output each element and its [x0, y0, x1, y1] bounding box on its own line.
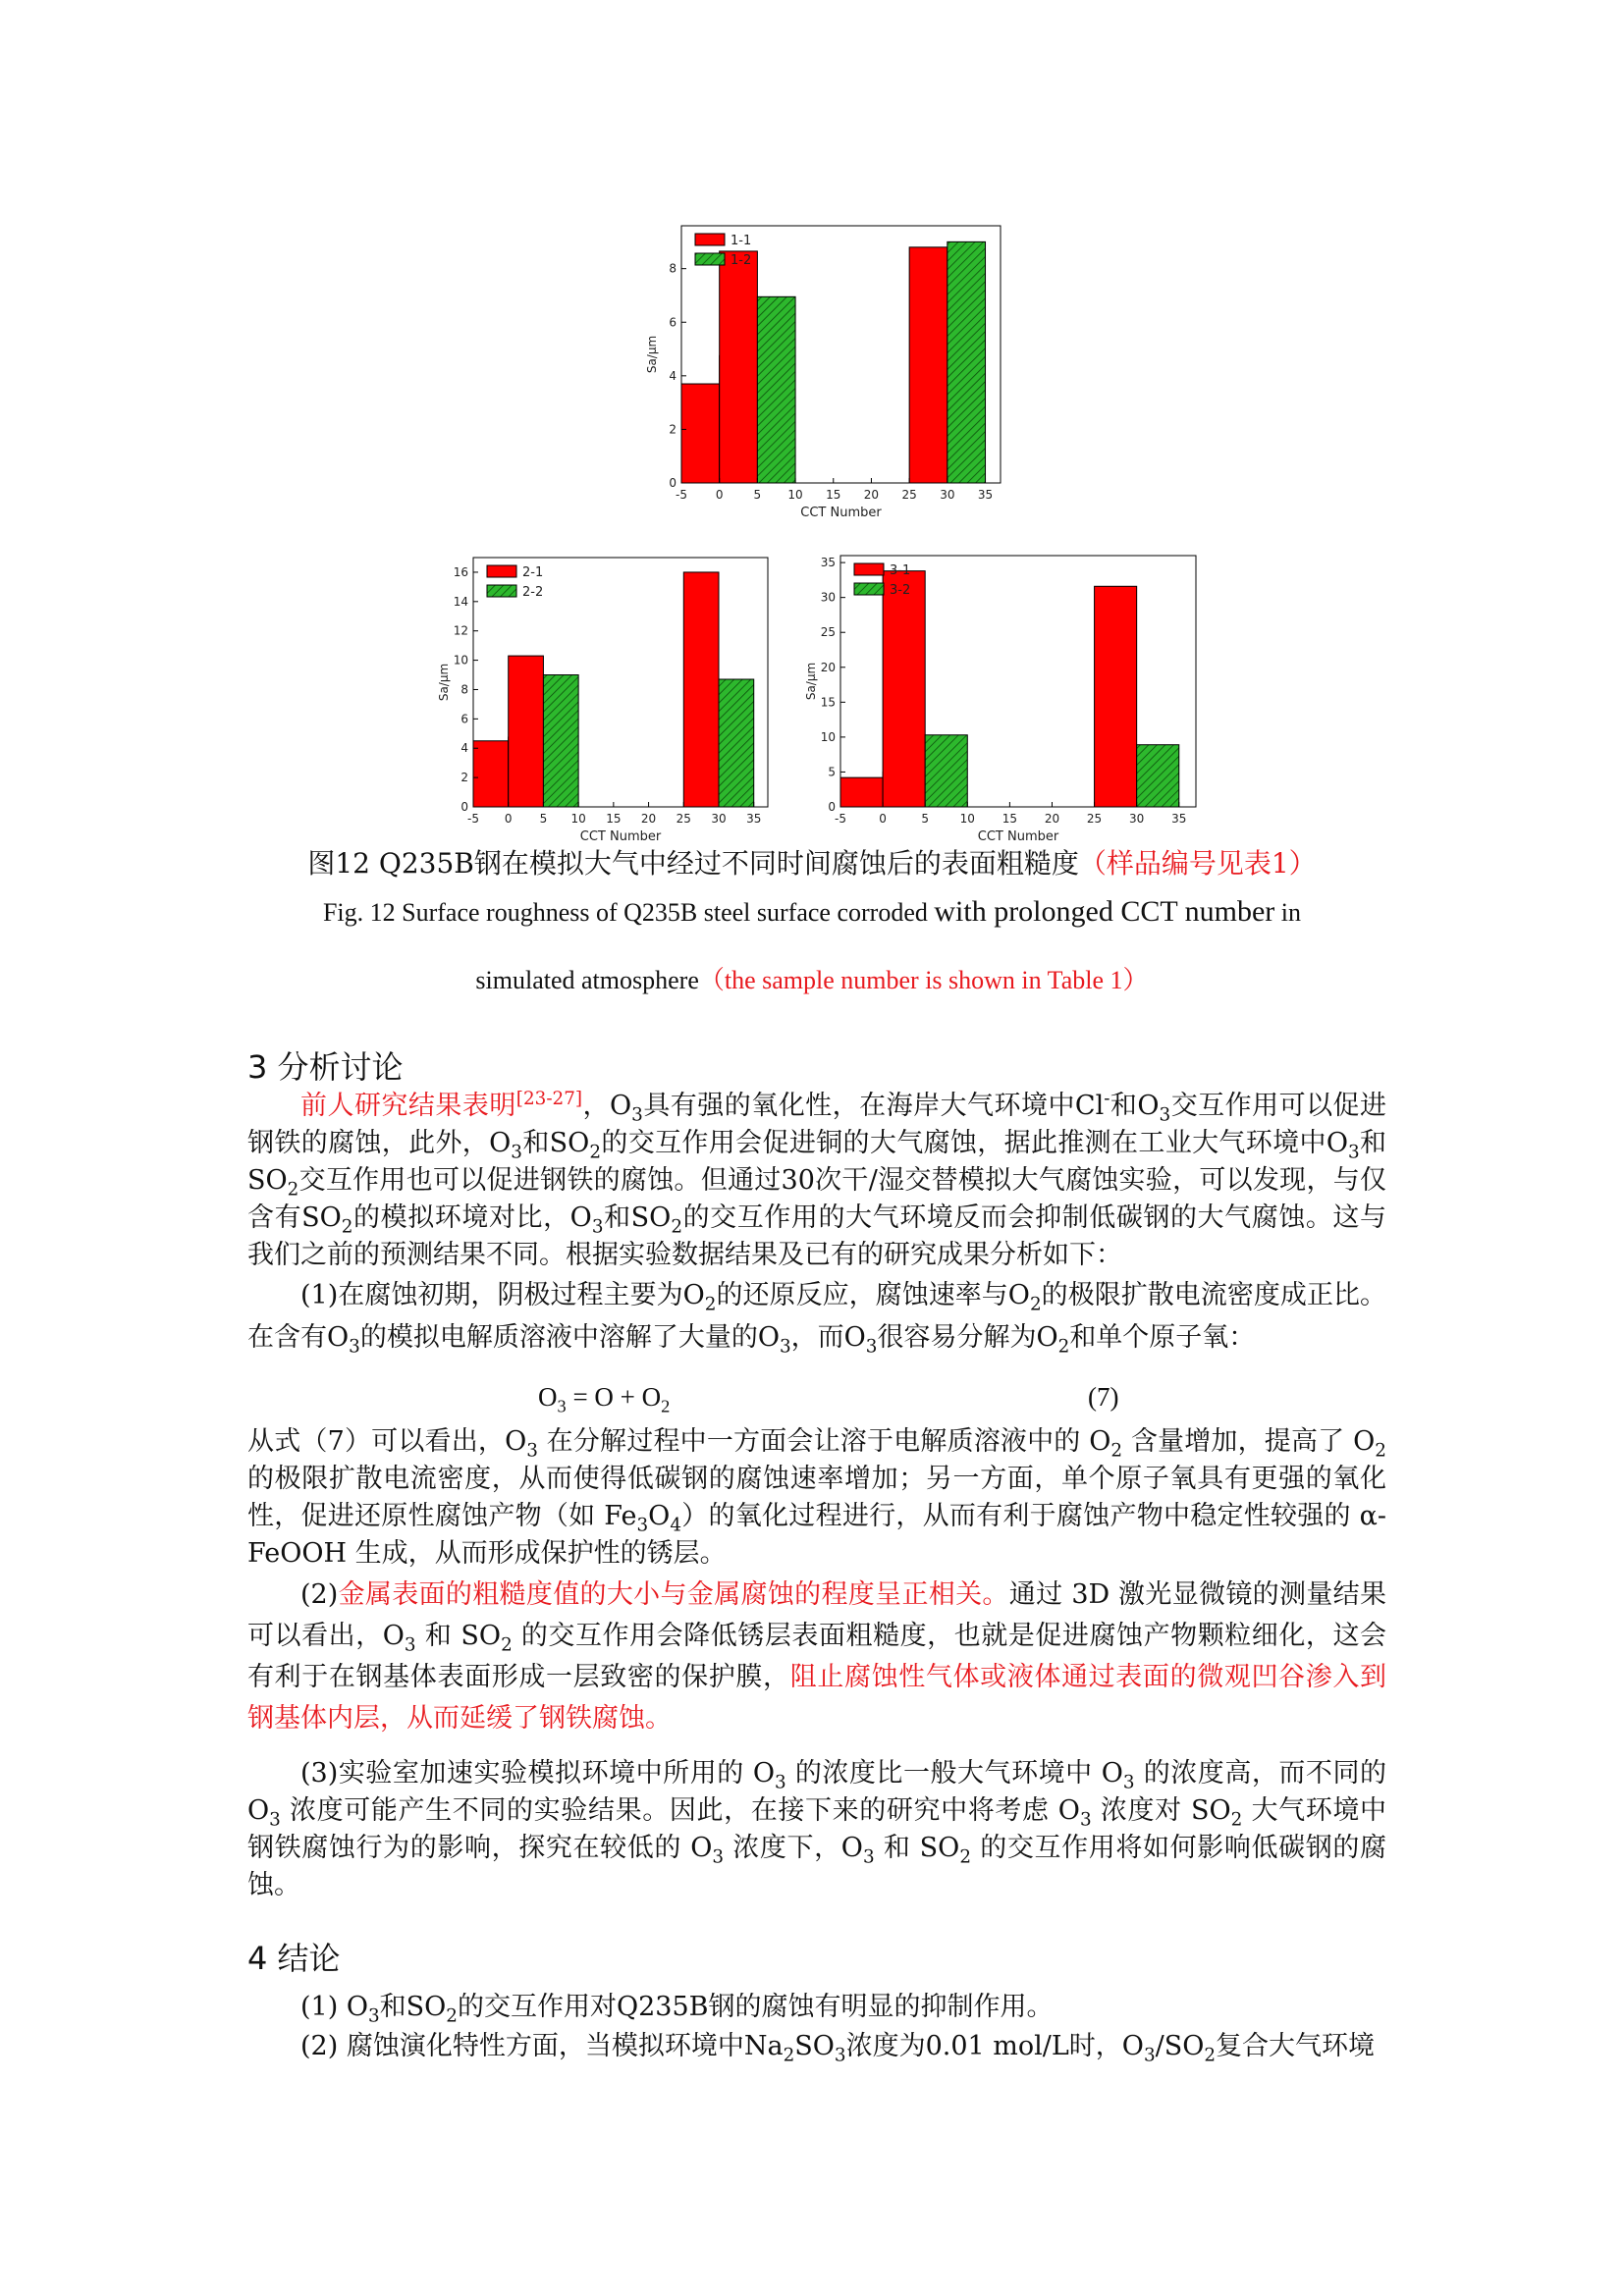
x-tick-label: 20: [1044, 812, 1060, 826]
discussion-paragraph-2: (1)在腐蚀初期，阴极过程主要为$O_2$的还原反应，腐蚀速率与$O_2$的极限扩散电流密度成正比。在含有$O_3$的模拟电解质溶液中溶解了大量的$O_3$，而$O_3$很容易分解为$O_2$和单个原子氧：: [247, 1280, 1387, 1358]
x-tick-label: 20: [863, 488, 880, 502]
bar-3-1-30: [1095, 586, 1137, 807]
x-tick-label: 35: [1171, 812, 1187, 826]
legend-swatch-1-1: [695, 234, 725, 245]
y-tick-label: 4: [460, 741, 468, 756]
discussion-paragraph-1: 前人研究结果表明[23-27]，$O_3$具有强的氧化性，在海岸大气环境中Cl-和$O_3$交互作用可以促进钢铁的腐蚀，此外，$O_3$和$SO_2$的交互作用会促进铜的大气腐蚀，据此推测在工业大气环境中$O_3$和$SO_2$交互作用也可以促进钢铁的腐蚀。但通过30次干/湿交替模拟大气腐蚀实验，可以发现，与仅含有$SO_2$的模拟环境对比，$O_3$和$SO_2$的交互作用的大气环境反而会抑制低碳钢的大气腐蚀。这与我们之前的预测结果不同。根据实验数据结果及已有的研究成果分析如下：: [247, 1089, 1387, 1270]
equation-7: $O_3 = O + O_2$: [538, 1382, 671, 1416]
bar-3-1-0: [840, 777, 883, 807]
y-tick-label: 6: [460, 712, 468, 726]
discussion-paragraph-5: (3)实验室加速实验模拟环境中所用的 $O_3$ 的浓度比一般大气环境中 $O_3$ 的浓度高，而不同的 $O_3$ 浓度可能产生不同的实验结果。因此，在接下来的研究中将考虑 $O_3$ 浓度对 $SO_2$ 大气环境中钢铁腐蚀行为的影响，探究在较低的 $O_3$ 浓度下，$O_3$ 和 $SO_2$ 的交互作用将如何影响低碳钢的腐蚀。: [247, 1758, 1386, 1900]
legend-label-2-2: 2-2: [522, 585, 544, 600]
bar-1-1-30: [909, 247, 947, 483]
legend-label-2-1: 2-1: [522, 565, 544, 580]
y-tick-label: 12: [453, 623, 468, 638]
chart-2-svg: [432, 548, 795, 842]
bar-3-2-5: [925, 735, 967, 807]
x-tick-label: 20: [640, 812, 657, 826]
x-tick-label: 0: [715, 488, 724, 502]
legend-label-3-1: 3-1: [890, 563, 911, 578]
caption-en-line2: simulated atmosphere: [475, 966, 699, 994]
bar-1-1-0: [681, 384, 720, 483]
y-tick-label: 35: [820, 556, 836, 570]
bar-2-1-30: [683, 572, 719, 807]
y-tick-label: 16: [453, 564, 468, 579]
chart-1-svg: [640, 218, 1013, 532]
y-tick-label: 0: [460, 800, 468, 814]
x-tick-label: 35: [977, 488, 994, 502]
figure-caption-en-line2: [0, 960, 1624, 996]
x-axis-label: CCT Number: [977, 829, 1059, 844]
x-tick-label: -5: [835, 812, 846, 826]
discussion-paragraph-4: (2)金属表面的粗糙度值的大小与金属腐蚀的程度呈正相关。通过 3D 激光显微镜的测量结果可以看出，$O_3$ 和 $SO_2$ 的交互作用会降低锈层表面粗糙度，也就是促进腐蚀产物颗粒细化，这会有利于在钢基体表面形成一层致密的保护膜，阻止腐蚀性气体或液体通过表面的微观凹谷渗入到钢基体内层，从而延缓了钢铁腐蚀。: [247, 1579, 1387, 1734]
x-tick-label: 10: [570, 812, 586, 826]
x-tick-label: 25: [676, 812, 691, 826]
y-tick-label: 8: [669, 261, 677, 276]
y-tick-label: 2: [460, 771, 468, 785]
x-tick-label: 15: [1001, 812, 1018, 826]
conclusion-item-2: (2) 腐蚀演化特性方面，当模拟环境中$Na_2SO_3$浓度为0.01 mol/L时，$O_3/SO_2$复合大气环境: [300, 2031, 1376, 2066]
bar-1-2-5: [757, 296, 795, 483]
y-tick-label: 10: [820, 729, 836, 744]
y-tick-label: 25: [820, 625, 836, 640]
x-tick-label: 5: [539, 812, 548, 826]
bar-1-2-30: [947, 241, 986, 483]
bar-2-2-30: [719, 679, 754, 807]
x-tick-label: 35: [746, 812, 762, 826]
section-title-conclusion: 4 结论: [247, 1940, 341, 1977]
figure-caption-en-line1: [0, 895, 1624, 929]
y-tick-label: 6: [669, 315, 677, 330]
section-title-discussion: 3 分析讨论: [247, 1048, 404, 1086]
chart-1: [640, 218, 1013, 532]
conclusion-item-1: (1) $O_3$和$SO_2$的交互作用对Q235B钢的腐蚀有明显的抑制作用。: [300, 1992, 1054, 2027]
y-tick-label: 30: [820, 590, 836, 605]
legend-swatch-3-1: [854, 563, 884, 575]
x-tick-label: 5: [921, 812, 930, 826]
bar-3-2-30: [1137, 745, 1179, 807]
legend-swatch-1-2: [695, 253, 725, 265]
bar-2-1-0: [473, 741, 509, 807]
bar-2-1-5: [509, 656, 544, 807]
x-tick-label: 25: [1086, 812, 1103, 826]
caption-zh-note: （样品编号见表1）: [1078, 847, 1317, 880]
x-tick-label: 5: [753, 488, 762, 502]
legend-label-1-2: 1-2: [731, 253, 752, 268]
x-tick-label: 15: [606, 812, 622, 826]
chart-2: [432, 548, 795, 842]
y-tick-label: 8: [460, 682, 468, 697]
legend-label-1-1: 1-1: [731, 234, 752, 248]
x-tick-label: 30: [711, 812, 727, 826]
legend-swatch-2-2: [487, 585, 516, 597]
legend-swatch-3-2: [854, 583, 884, 595]
y-axis-label: Sa/μm: [437, 663, 451, 702]
x-tick-label: 25: [901, 488, 917, 502]
figure-caption-zh: [0, 842, 1624, 881]
y-tick-label: 5: [828, 765, 836, 779]
y-tick-label: 10: [453, 653, 468, 667]
bar-3-1-5: [883, 571, 925, 807]
y-tick-label: 4: [669, 368, 677, 383]
x-axis-label: CCT Number: [579, 829, 662, 844]
y-tick-label: 0: [669, 476, 677, 490]
bar-1-1-5: [720, 251, 758, 483]
x-tick-label: -5: [467, 812, 479, 826]
legend-swatch-2-1: [487, 565, 516, 577]
bar-2-2-5: [543, 675, 578, 807]
y-tick-label: 0: [828, 800, 836, 814]
caption-en-note: （the sample number is shown in Table 1）: [698, 966, 1149, 994]
x-tick-label: 15: [826, 488, 841, 502]
y-axis-label: Sa/μm: [645, 335, 659, 374]
y-tick-label: 14: [453, 594, 468, 609]
caption-en-pre: Fig. 12 Surface roughness of Q235B steel surface corroded: [322, 898, 935, 927]
x-axis-label: CCT Number: [800, 506, 882, 520]
y-tick-label: 20: [820, 660, 836, 674]
x-tick-label: 10: [959, 812, 975, 826]
x-tick-label: 30: [1129, 812, 1145, 826]
x-tick-label: -5: [676, 488, 687, 502]
x-tick-label: 0: [504, 812, 513, 826]
chart-3-svg: [795, 548, 1208, 842]
equation-number: (7): [1088, 1382, 1119, 1412]
discussion-paragraph-3: 从式（7）可以看出，$O_3$ 在分解过程中一方面会让溶于电解质溶液中的 $O_2$ 含量增加，提高了 $O_2$ 的极限扩散电流密度，从而使得低碳钢的腐蚀速率增加；另一方面，单个原子氧具有更强的氧化性，促进还原性腐蚀产物（如 $Fe_3O_4$）的氧化过程进行，从而有利于腐蚀产物中稳定性较强的 α-FeOOH 生成，从而形成保护性的锈层。: [247, 1426, 1386, 1569]
caption-zh-main: 图12 Q235B钢在模拟大气中经过不同时间腐蚀后的表面粗糙度: [307, 847, 1079, 880]
legend-label-3-2: 3-2: [890, 583, 911, 598]
y-tick-label: 15: [820, 695, 836, 710]
chart-3: [795, 548, 1208, 842]
y-axis-label: Sa/μm: [804, 662, 818, 701]
x-tick-label: 0: [879, 812, 887, 826]
x-tick-label: 10: [787, 488, 803, 502]
x-tick-label: 30: [940, 488, 955, 502]
caption-en-mid: in: [1274, 898, 1302, 927]
y-tick-label: 2: [669, 422, 677, 437]
caption-en-bold: with prolonged CCT number: [934, 895, 1275, 928]
